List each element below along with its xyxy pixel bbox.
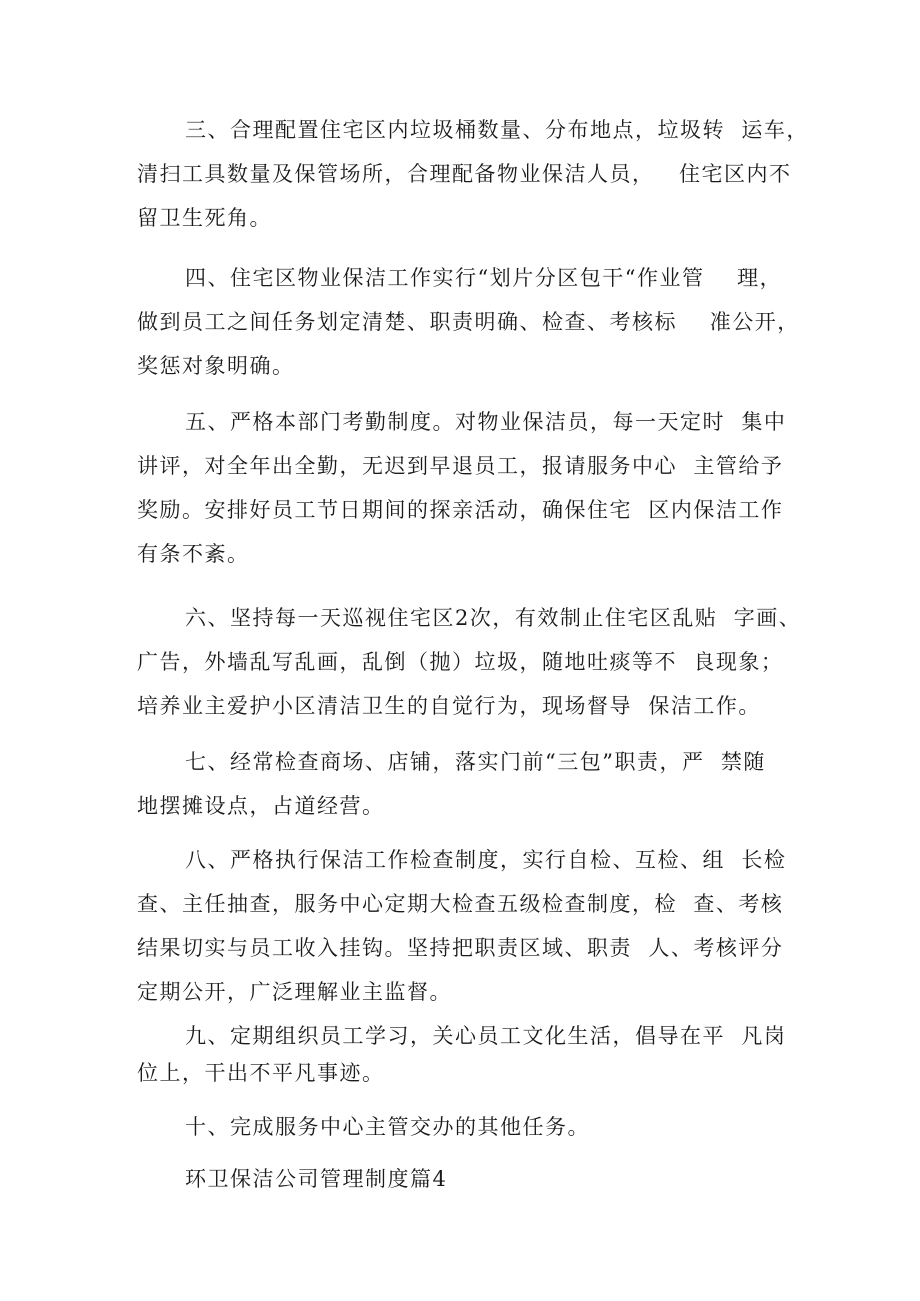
paragraph-line: 奖励。安排好员工节日期间的探亲活动，确保住宅 区内保洁工作 <box>137 498 784 522</box>
paragraph-10 <box>137 1105 797 1149</box>
paragraph-line: 位上，干出不平凡事迹。 <box>137 1061 385 1085</box>
section-heading <box>137 1157 797 1201</box>
paragraph-line: 查、主任抽查，服务中心定期大检查五级检查制度，检 查、考核 <box>137 892 784 916</box>
paragraph-line: 三、合理配置住宅区内垃圾桶数量、分布地点，垃圾转 运车， <box>185 118 809 142</box>
paragraph-8 <box>137 838 797 1014</box>
paragraph-line: 留卫生死角。 <box>137 206 272 230</box>
paragraph-line: 有条不紊。 <box>137 542 250 566</box>
paragraph-line: 六、坚持每一天巡视住宅区2次，有效制止住宅区乱贴 字画、 <box>185 606 802 630</box>
paragraph-6 <box>137 596 802 728</box>
paragraph-5 <box>137 400 797 576</box>
paragraph-7 <box>137 740 797 828</box>
paragraph-line: 四、住宅区物业保洁工作实行“划片分区包干“作业管 理， <box>185 266 783 290</box>
paragraph-line: 广告，外墙乱写乱画，乱倒（抛）垃圾，随地吐痰等不 良现象； <box>137 650 784 674</box>
paragraph-line: 结果切实与员工收入挂钩。坚持把职责区域、职责 人、考核评分 <box>137 936 784 960</box>
paragraph-4 <box>137 256 800 388</box>
paragraph-line: 地摆摊设点，占道经营。 <box>137 794 385 818</box>
paragraph-line: 定期公开，广泛理解业主监督。 <box>137 980 452 1004</box>
paragraph-line: 十、完成服务中心主管交办的其他任务。 <box>185 1115 590 1139</box>
section-heading-text: 环卫保洁公司管理制度篇4 <box>185 1167 448 1191</box>
paragraph-line: 奖惩对象明确。 <box>137 354 295 378</box>
paragraph-line: 九、定期组织员工学习，关心员工文化生活，倡导在平 凡岗 <box>185 1024 787 1048</box>
paragraph-line: 培养业主爱护小区清洁卫生的自觉行为，现场督导 保洁工作。 <box>137 694 761 718</box>
paragraph-line: 八、严格执行保洁工作检查制度，实行自检、互检、组 长检 <box>185 848 787 872</box>
paragraph-line: 讲评，对全年出全勤，无迟到早退员工，报请服务中心 主管给予 <box>137 454 784 478</box>
paragraph-3 <box>137 108 809 240</box>
paragraph-line: 清扫工具数量及保管场所，合理配备物业保洁人员， 住宅区内不 <box>137 162 792 186</box>
paragraph-line: 五、严格本部门考勤制度。对物业保洁员，每一天定时 集中 <box>185 410 787 434</box>
paragraph-line: 七、经常检查商场、店铺，落实门前“三包”职责，严 禁随 <box>185 750 766 774</box>
paragraph-9 <box>137 1018 797 1092</box>
paragraph-line: 做到员工之间任务划定清楚、职责明确、检查、考核标 准公开， <box>137 310 800 334</box>
